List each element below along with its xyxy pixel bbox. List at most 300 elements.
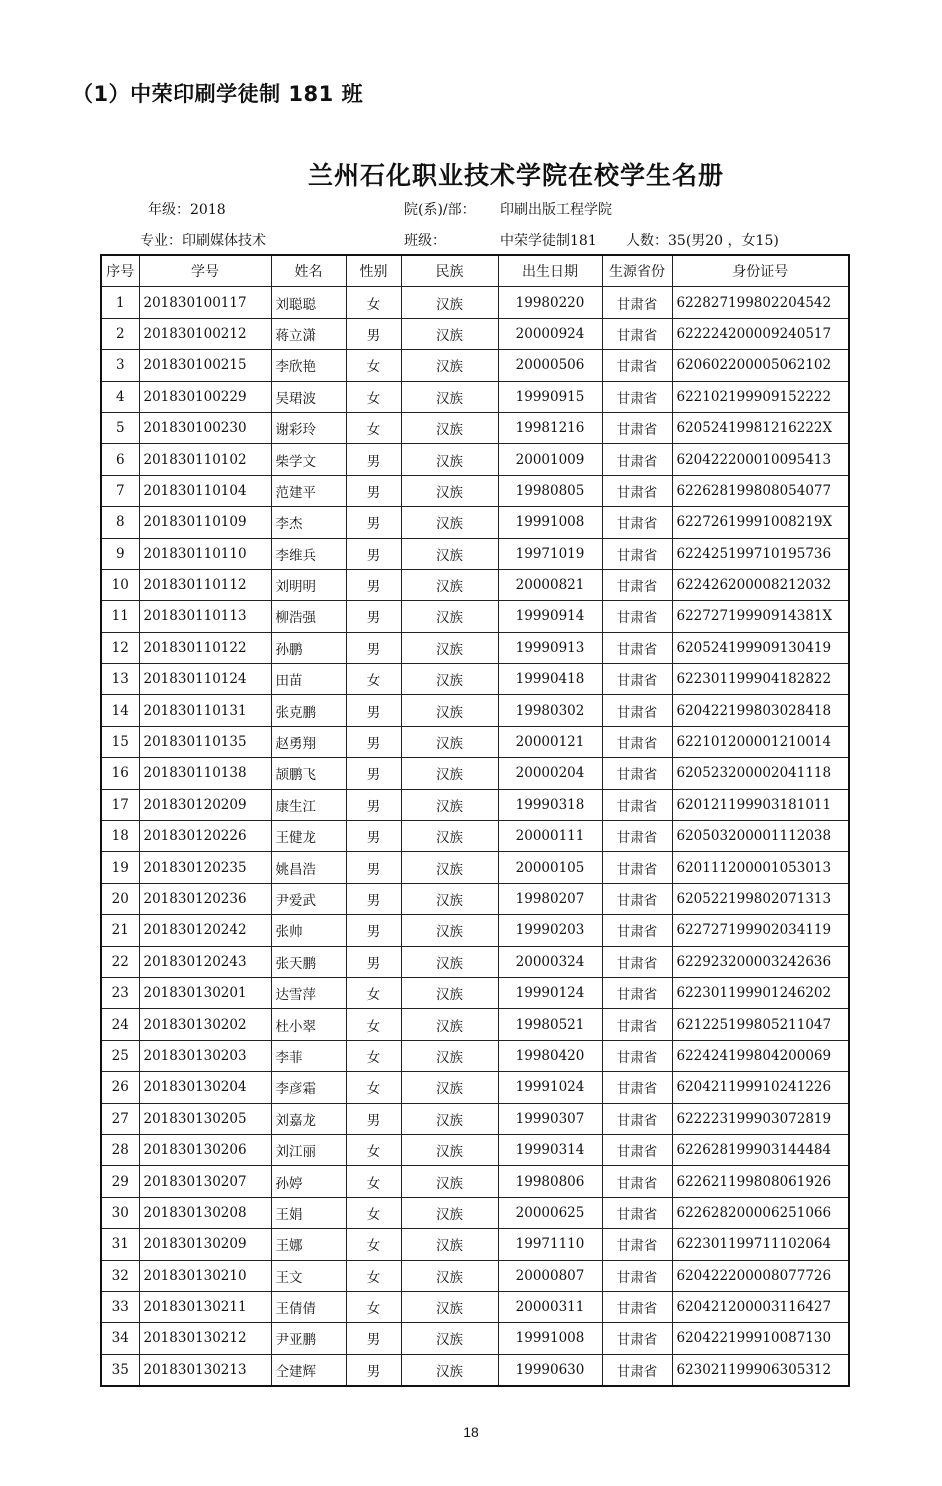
cell-student-id: 201830130207 — [139, 1166, 271, 1197]
cell-province: 甘肃省 — [602, 350, 672, 381]
cell-birth-date: 20000506 — [498, 350, 602, 381]
cell-student-id: 201830130203 — [139, 1040, 271, 1071]
cell-gender: 女 — [346, 664, 401, 695]
document-title: 兰州石化职业技术学院在校学生名册 — [307, 161, 724, 190]
table-row — [101, 695, 849, 726]
cell-index: 15 — [101, 726, 139, 757]
column-header-name: 姓名 — [271, 255, 346, 287]
cell-province: 甘肃省 — [602, 977, 672, 1008]
cell-gender: 男 — [346, 852, 401, 883]
cell-name: 范建平 — [271, 475, 346, 506]
cell-id-number: 622301199904182822 — [672, 664, 849, 695]
cell-province: 甘肃省 — [602, 412, 672, 443]
cell-gender: 男 — [346, 695, 401, 726]
cell-id-number: 62052419981216222X — [672, 412, 849, 443]
cell-province: 甘肃省 — [602, 664, 672, 695]
cell-name: 康生江 — [271, 789, 346, 820]
cell-gender: 男 — [346, 632, 401, 663]
table-row — [101, 1323, 849, 1354]
cell-index: 24 — [101, 1009, 139, 1040]
cell-student-id: 201830120243 — [139, 946, 271, 977]
cell-gender: 女 — [346, 1260, 401, 1291]
cell-gender: 男 — [346, 1323, 401, 1354]
cell-index: 6 — [101, 444, 139, 475]
cell-birth-date: 19980420 — [498, 1040, 602, 1071]
table-row — [101, 883, 849, 914]
cell-name: 刘明明 — [271, 569, 346, 600]
cell-birth-date: 20000111 — [498, 821, 602, 852]
cell-province: 甘肃省 — [602, 381, 672, 412]
cell-id-number: 622223199903072819 — [672, 1103, 849, 1134]
cell-gender: 女 — [346, 1072, 401, 1103]
cell-birth-date: 19990630 — [498, 1354, 602, 1386]
column-header-gender: 性别 — [346, 255, 401, 287]
cell-id-number: 620602200005062102 — [672, 350, 849, 381]
cell-student-id: 201830120209 — [139, 789, 271, 820]
cell-birth-date: 20000204 — [498, 758, 602, 789]
cell-province: 甘肃省 — [602, 883, 672, 914]
cell-student-id: 201830110109 — [139, 507, 271, 538]
cell-id-number: 621225199805211047 — [672, 1009, 849, 1040]
table-row — [101, 412, 849, 443]
cell-index: 27 — [101, 1103, 139, 1134]
table-row — [101, 538, 849, 569]
cell-ethnicity: 汉族 — [401, 915, 498, 946]
class-value: 中荣学徒制181 — [500, 233, 597, 249]
cell-id-number: 620422200010095413 — [672, 444, 849, 475]
student-roster-table — [100, 254, 850, 1387]
table-row — [101, 1229, 849, 1260]
grade-label: 年级：2018 — [148, 202, 226, 218]
cell-id-number: 620522199802071313 — [672, 883, 849, 914]
cell-student-id: 201830130211 — [139, 1291, 271, 1322]
cell-gender: 男 — [346, 1354, 401, 1386]
cell-name: 吴珺波 — [271, 381, 346, 412]
cell-ethnicity: 汉族 — [401, 1229, 498, 1260]
table-row — [101, 852, 849, 883]
cell-province: 甘肃省 — [602, 1260, 672, 1291]
cell-ethnicity: 汉族 — [401, 381, 498, 412]
table-row — [101, 601, 849, 632]
cell-ethnicity: 汉族 — [401, 444, 498, 475]
cell-name: 李彦霜 — [271, 1072, 346, 1103]
cell-student-id: 201830110110 — [139, 538, 271, 569]
table-row — [101, 1103, 849, 1134]
cell-gender: 男 — [346, 507, 401, 538]
cell-ethnicity: 汉族 — [401, 538, 498, 569]
cell-index: 23 — [101, 977, 139, 1008]
cell-index: 25 — [101, 1040, 139, 1071]
cell-student-id: 201830100212 — [139, 318, 271, 349]
cell-student-id: 201830110135 — [139, 726, 271, 757]
cell-index: 5 — [101, 412, 139, 443]
cell-province: 甘肃省 — [602, 915, 672, 946]
page-number: 18 — [463, 1424, 479, 1440]
cell-ethnicity: 汉族 — [401, 507, 498, 538]
cell-name: 刘嘉龙 — [271, 1103, 346, 1134]
cell-index: 12 — [101, 632, 139, 663]
cell-id-number: 620503200001112038 — [672, 821, 849, 852]
cell-index: 14 — [101, 695, 139, 726]
cell-gender: 女 — [346, 1229, 401, 1260]
cell-gender: 男 — [346, 946, 401, 977]
table-row — [101, 821, 849, 852]
cell-id-number: 622101200001210014 — [672, 726, 849, 757]
cell-province: 甘肃省 — [602, 444, 672, 475]
cell-gender: 男 — [346, 538, 401, 569]
cell-name: 蒋立潇 — [271, 318, 346, 349]
cell-gender: 女 — [346, 1134, 401, 1165]
cell-ethnicity: 汉族 — [401, 1260, 498, 1291]
cell-birth-date: 20001009 — [498, 444, 602, 475]
cell-province: 甘肃省 — [602, 1354, 672, 1386]
cell-province: 甘肃省 — [602, 1103, 672, 1134]
cell-birth-date: 20000924 — [498, 318, 602, 349]
cell-name: 张天鹏 — [271, 946, 346, 977]
cell-ethnicity: 汉族 — [401, 318, 498, 349]
cell-id-number: 622301199901246202 — [672, 977, 849, 1008]
cell-province: 甘肃省 — [602, 758, 672, 789]
cell-province: 甘肃省 — [602, 507, 672, 538]
cell-birth-date: 19990318 — [498, 789, 602, 820]
cell-student-id: 201830110131 — [139, 695, 271, 726]
table-row — [101, 444, 849, 475]
table-row — [101, 475, 849, 506]
cell-index: 2 — [101, 318, 139, 349]
table-row — [101, 915, 849, 946]
cell-id-number: 622301199711102064 — [672, 1229, 849, 1260]
table-header-row — [101, 255, 849, 287]
cell-name: 王娜 — [271, 1229, 346, 1260]
cell-birth-date: 20000807 — [498, 1260, 602, 1291]
major-label: 专业：印刷媒体技术 — [140, 233, 266, 249]
cell-gender: 男 — [346, 444, 401, 475]
cell-student-id: 201830120235 — [139, 852, 271, 883]
cell-name: 达雪萍 — [271, 977, 346, 1008]
table-row — [101, 287, 849, 318]
cell-gender: 女 — [346, 1166, 401, 1197]
cell-gender: 男 — [346, 601, 401, 632]
table-row — [101, 632, 849, 663]
cell-index: 28 — [101, 1134, 139, 1165]
cell-index: 33 — [101, 1291, 139, 1322]
cell-name: 姚昌浩 — [271, 852, 346, 883]
cell-id-number: 620422200008077726 — [672, 1260, 849, 1291]
cell-name: 刘聪聪 — [271, 287, 346, 318]
cell-id-number: 620121199903181011 — [672, 789, 849, 820]
cell-ethnicity: 汉族 — [401, 412, 498, 443]
cell-id-number: 622424199804200069 — [672, 1040, 849, 1071]
cell-birth-date: 19980805 — [498, 475, 602, 506]
cell-student-id: 201830130204 — [139, 1072, 271, 1103]
cell-ethnicity: 汉族 — [401, 977, 498, 1008]
cell-index: 31 — [101, 1229, 139, 1260]
cell-id-number: 62272619991008219X — [672, 507, 849, 538]
table-row — [101, 1166, 849, 1197]
cell-province: 甘肃省 — [602, 1323, 672, 1354]
cell-index: 30 — [101, 1197, 139, 1228]
cell-province: 甘肃省 — [602, 1009, 672, 1040]
cell-index: 17 — [101, 789, 139, 820]
cell-index: 29 — [101, 1166, 139, 1197]
class-label: 班级： — [404, 233, 446, 249]
cell-index: 18 — [101, 821, 139, 852]
cell-student-id: 201830130201 — [139, 977, 271, 1008]
cell-province: 甘肃省 — [602, 1291, 672, 1322]
cell-id-number: 622224200009240517 — [672, 318, 849, 349]
cell-ethnicity: 汉族 — [401, 1072, 498, 1103]
department-label: 院(系)/部： — [404, 202, 476, 218]
column-header-student-id: 学号 — [139, 255, 271, 287]
cell-student-id: 201830110113 — [139, 601, 271, 632]
cell-ethnicity: 汉族 — [401, 664, 498, 695]
table-row — [101, 946, 849, 977]
cell-province: 甘肃省 — [602, 318, 672, 349]
headcount-label: 人数：35(男20 ，女15) — [626, 233, 779, 249]
cell-ethnicity: 汉族 — [401, 1134, 498, 1165]
cell-index: 10 — [101, 569, 139, 600]
cell-student-id: 201830130202 — [139, 1009, 271, 1040]
table-row — [101, 569, 849, 600]
cell-gender: 女 — [346, 1291, 401, 1322]
cell-id-number: 622628199808054077 — [672, 475, 849, 506]
table-row — [101, 726, 849, 757]
cell-id-number: 622102199909152222 — [672, 381, 849, 412]
cell-gender: 男 — [346, 726, 401, 757]
cell-gender: 女 — [346, 1197, 401, 1228]
cell-student-id: 201830110138 — [139, 758, 271, 789]
cell-name: 赵勇翔 — [271, 726, 346, 757]
cell-gender: 男 — [346, 789, 401, 820]
cell-birth-date: 19991008 — [498, 1323, 602, 1354]
cell-ethnicity: 汉族 — [401, 758, 498, 789]
cell-id-number: 620422199803028418 — [672, 695, 849, 726]
cell-province: 甘肃省 — [602, 569, 672, 600]
cell-index: 7 — [101, 475, 139, 506]
cell-id-number: 620523200002041118 — [672, 758, 849, 789]
cell-index: 1 — [101, 287, 139, 318]
cell-name: 王文 — [271, 1260, 346, 1291]
cell-index: 4 — [101, 381, 139, 412]
cell-name: 李菲 — [271, 1040, 346, 1071]
cell-student-id: 201830110124 — [139, 664, 271, 695]
table-row — [101, 507, 849, 538]
cell-student-id: 201830100229 — [139, 381, 271, 412]
cell-id-number: 620421200003116427 — [672, 1291, 849, 1322]
table-row — [101, 318, 849, 349]
cell-gender: 男 — [346, 318, 401, 349]
cell-province: 甘肃省 — [602, 1072, 672, 1103]
cell-student-id: 201830120242 — [139, 915, 271, 946]
table-row — [101, 350, 849, 381]
cell-birth-date: 20000121 — [498, 726, 602, 757]
cell-province: 甘肃省 — [602, 632, 672, 663]
cell-birth-date: 20000821 — [498, 569, 602, 600]
cell-province: 甘肃省 — [602, 287, 672, 318]
cell-birth-date: 20000105 — [498, 852, 602, 883]
table-row — [101, 664, 849, 695]
cell-ethnicity: 汉族 — [401, 1040, 498, 1071]
cell-name: 田苗 — [271, 664, 346, 695]
cell-name: 王倩倩 — [271, 1291, 346, 1322]
cell-name: 王娟 — [271, 1197, 346, 1228]
cell-student-id: 201830100117 — [139, 287, 271, 318]
cell-student-id: 201830130210 — [139, 1260, 271, 1291]
cell-birth-date: 19990124 — [498, 977, 602, 1008]
cell-student-id: 201830110102 — [139, 444, 271, 475]
cell-student-id: 201830100230 — [139, 412, 271, 443]
cell-gender: 女 — [346, 1009, 401, 1040]
cell-gender: 男 — [346, 821, 401, 852]
cell-student-id: 201830120236 — [139, 883, 271, 914]
cell-student-id: 201830110104 — [139, 475, 271, 506]
cell-birth-date: 19990914 — [498, 601, 602, 632]
cell-gender: 男 — [346, 569, 401, 600]
cell-province: 甘肃省 — [602, 726, 672, 757]
cell-birth-date: 19971110 — [498, 1229, 602, 1260]
cell-index: 3 — [101, 350, 139, 381]
cell-birth-date: 20000311 — [498, 1291, 602, 1322]
cell-name: 李欣艳 — [271, 350, 346, 381]
cell-province: 甘肃省 — [602, 1229, 672, 1260]
cell-gender: 男 — [346, 758, 401, 789]
cell-birth-date: 19980207 — [498, 883, 602, 914]
cell-id-number: 623021199906305312 — [672, 1354, 849, 1386]
column-header-id-number: 身份证号 — [672, 255, 849, 287]
cell-birth-date: 19981216 — [498, 412, 602, 443]
cell-ethnicity: 汉族 — [401, 569, 498, 600]
cell-id-number: 622923200003242636 — [672, 946, 849, 977]
cell-gender: 女 — [346, 1040, 401, 1071]
cell-id-number: 622425199710195736 — [672, 538, 849, 569]
cell-province: 甘肃省 — [602, 695, 672, 726]
table-row — [101, 1072, 849, 1103]
cell-name: 孙鹏 — [271, 632, 346, 663]
cell-ethnicity: 汉族 — [401, 1197, 498, 1228]
cell-id-number: 620111200001053013 — [672, 852, 849, 883]
cell-index: 35 — [101, 1354, 139, 1386]
cell-index: 21 — [101, 915, 139, 946]
cell-id-number: 620524199909130419 — [672, 632, 849, 663]
cell-student-id: 201830130205 — [139, 1103, 271, 1134]
table-row — [101, 758, 849, 789]
cell-birth-date: 19980302 — [498, 695, 602, 726]
cell-student-id: 201830100215 — [139, 350, 271, 381]
cell-ethnicity: 汉族 — [401, 789, 498, 820]
column-header-province: 生源省份 — [602, 255, 672, 287]
cell-gender: 男 — [346, 1103, 401, 1134]
cell-index: 22 — [101, 946, 139, 977]
column-header-birth-date: 出生日期 — [498, 255, 602, 287]
cell-name: 谢彩玲 — [271, 412, 346, 443]
column-header-index: 序号 — [101, 255, 139, 287]
cell-birth-date: 19980220 — [498, 287, 602, 318]
cell-gender: 女 — [346, 381, 401, 412]
cell-province: 甘肃省 — [602, 1166, 672, 1197]
cell-ethnicity: 汉族 — [401, 601, 498, 632]
cell-birth-date: 19990915 — [498, 381, 602, 412]
cell-ethnicity: 汉族 — [401, 726, 498, 757]
cell-name: 柴学文 — [271, 444, 346, 475]
cell-name: 尹爱武 — [271, 883, 346, 914]
cell-ethnicity: 汉族 — [401, 1166, 498, 1197]
cell-province: 甘肃省 — [602, 1197, 672, 1228]
cell-ethnicity: 汉族 — [401, 287, 498, 318]
cell-birth-date: 19991008 — [498, 507, 602, 538]
cell-ethnicity: 汉族 — [401, 695, 498, 726]
table-row — [101, 1260, 849, 1291]
cell-birth-date: 19971019 — [498, 538, 602, 569]
cell-student-id: 201830110112 — [139, 569, 271, 600]
cell-student-id: 201830130213 — [139, 1354, 271, 1386]
cell-ethnicity: 汉族 — [401, 475, 498, 506]
cell-index: 13 — [101, 664, 139, 695]
table-row — [101, 1291, 849, 1322]
cell-province: 甘肃省 — [602, 1040, 672, 1071]
cell-gender: 女 — [346, 287, 401, 318]
cell-index: 8 — [101, 507, 139, 538]
cell-birth-date: 19980806 — [498, 1166, 602, 1197]
cell-ethnicity: 汉族 — [401, 1103, 498, 1134]
cell-student-id: 201830120226 — [139, 821, 271, 852]
cell-birth-date: 19980521 — [498, 1009, 602, 1040]
cell-birth-date: 20000324 — [498, 946, 602, 977]
cell-student-id: 201830130206 — [139, 1134, 271, 1165]
cell-index: 32 — [101, 1260, 139, 1291]
table-row — [101, 789, 849, 820]
cell-name: 孙婷 — [271, 1166, 346, 1197]
section-heading: （1）中荣印刷学徒制 181 班 — [72, 82, 364, 106]
cell-index: 9 — [101, 538, 139, 569]
cell-name: 刘江丽 — [271, 1134, 346, 1165]
cell-province: 甘肃省 — [602, 789, 672, 820]
cell-gender: 男 — [346, 915, 401, 946]
column-header-ethnicity: 民族 — [401, 255, 498, 287]
cell-gender: 男 — [346, 475, 401, 506]
cell-id-number: 622426200008212032 — [672, 569, 849, 600]
table-row — [101, 381, 849, 412]
cell-province: 甘肃省 — [602, 1134, 672, 1165]
cell-ethnicity: 汉族 — [401, 1291, 498, 1322]
table-row — [101, 977, 849, 1008]
cell-index: 11 — [101, 601, 139, 632]
cell-ethnicity: 汉族 — [401, 852, 498, 883]
cell-name: 王健龙 — [271, 821, 346, 852]
cell-province: 甘肃省 — [602, 538, 672, 569]
cell-name: 仝建辉 — [271, 1354, 346, 1386]
cell-student-id: 201830130208 — [139, 1197, 271, 1228]
table-row — [101, 1134, 849, 1165]
cell-gender: 女 — [346, 350, 401, 381]
cell-index: 16 — [101, 758, 139, 789]
department-value: 印刷出版工程学院 — [500, 202, 612, 218]
cell-ethnicity: 汉族 — [401, 1323, 498, 1354]
cell-ethnicity: 汉族 — [401, 350, 498, 381]
table-row — [101, 1040, 849, 1071]
cell-birth-date: 19990314 — [498, 1134, 602, 1165]
cell-gender: 男 — [346, 883, 401, 914]
cell-ethnicity: 汉族 — [401, 632, 498, 663]
cell-id-number: 622827199802204542 — [672, 287, 849, 318]
cell-name: 李杰 — [271, 507, 346, 538]
cell-ethnicity: 汉族 — [401, 821, 498, 852]
cell-id-number: 62272719990914381X — [672, 601, 849, 632]
cell-gender: 女 — [346, 977, 401, 1008]
cell-name: 张帅 — [271, 915, 346, 946]
cell-id-number: 622727199902034119 — [672, 915, 849, 946]
cell-ethnicity: 汉族 — [401, 883, 498, 914]
cell-student-id: 201830130212 — [139, 1323, 271, 1354]
